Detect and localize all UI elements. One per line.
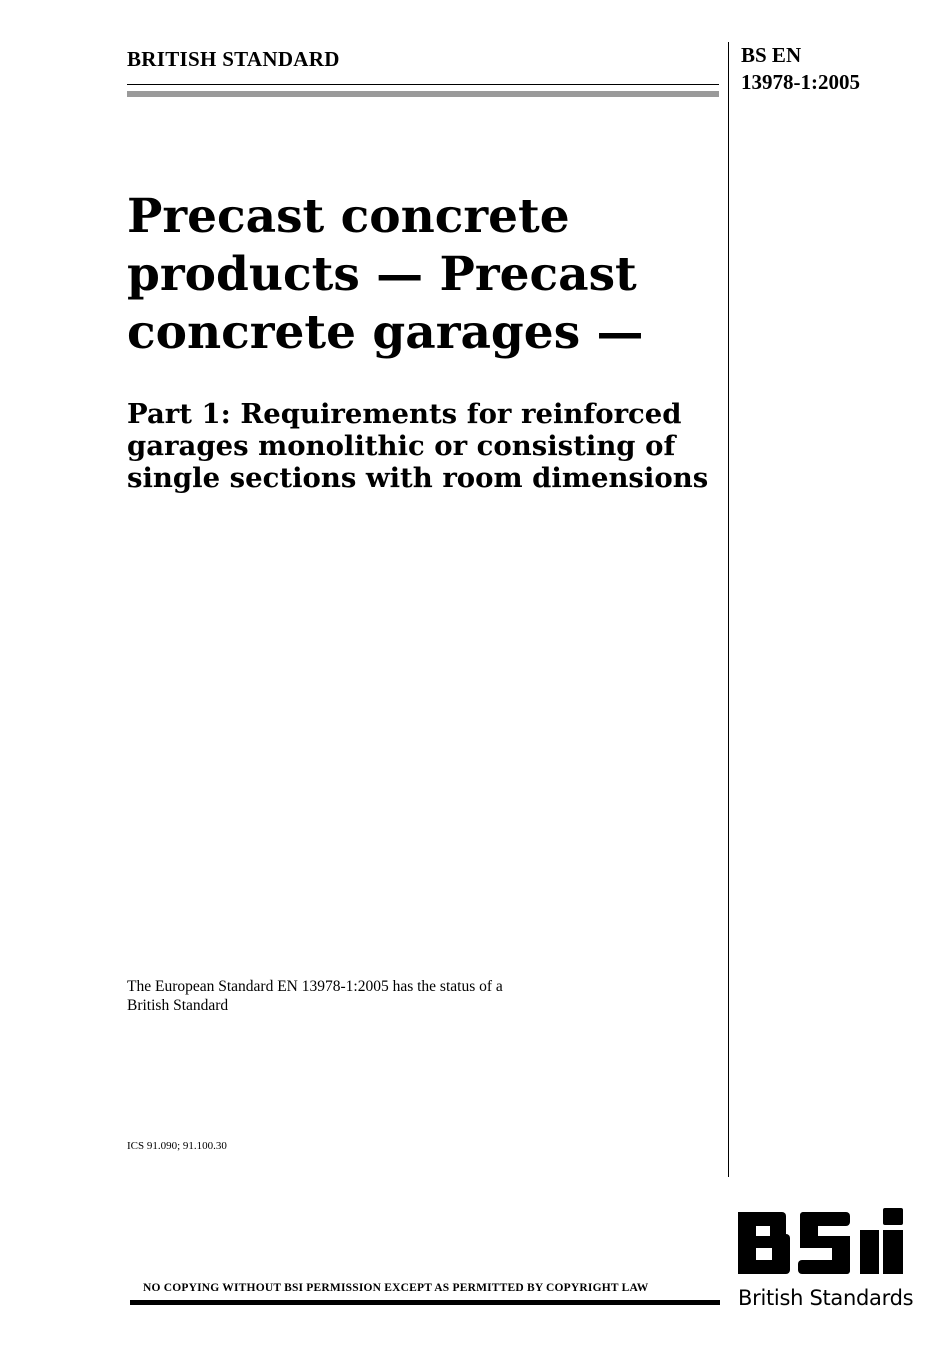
document-type-label: BRITISH STANDARD [127, 47, 340, 71]
standard-number-line1: BS EN [741, 43, 802, 67]
subtitle-line1: Part 1: Requirements for reinforced [127, 398, 682, 430]
footer-rule [130, 1300, 720, 1305]
title-line1: Precast concrete [127, 189, 570, 244]
status-line2: British Standard [127, 997, 229, 1014]
subtitle-line3: single sections with room dimensions [127, 462, 709, 494]
document-title [127, 188, 722, 362]
bsi-logo-subtext: British Standards [738, 1286, 914, 1310]
subtitle-line2: garages monolithic or consisting of [127, 430, 676, 462]
header-rule-thick [127, 91, 719, 97]
title-line2: products — Precast [127, 247, 637, 302]
status-statement [127, 977, 647, 1015]
vertical-divider [728, 42, 729, 1177]
document-subtitle [127, 398, 722, 494]
title-line3: concrete garages — [127, 305, 644, 360]
standard-number-line2: 13978-1:2005 [741, 70, 860, 94]
standard-number [741, 42, 941, 96]
ics-code: ICS 91.090; 91.100.30 [127, 1140, 227, 1152]
header-rule-thin [127, 84, 719, 85]
copyright-notice: NO COPYING WITHOUT BSI PERMISSION EXCEPT AS PERMITTED BY COPYRIGHT LAW [143, 1282, 649, 1294]
status-line1: The European Standard EN 13978-1:2005 has the status of a [127, 978, 503, 995]
